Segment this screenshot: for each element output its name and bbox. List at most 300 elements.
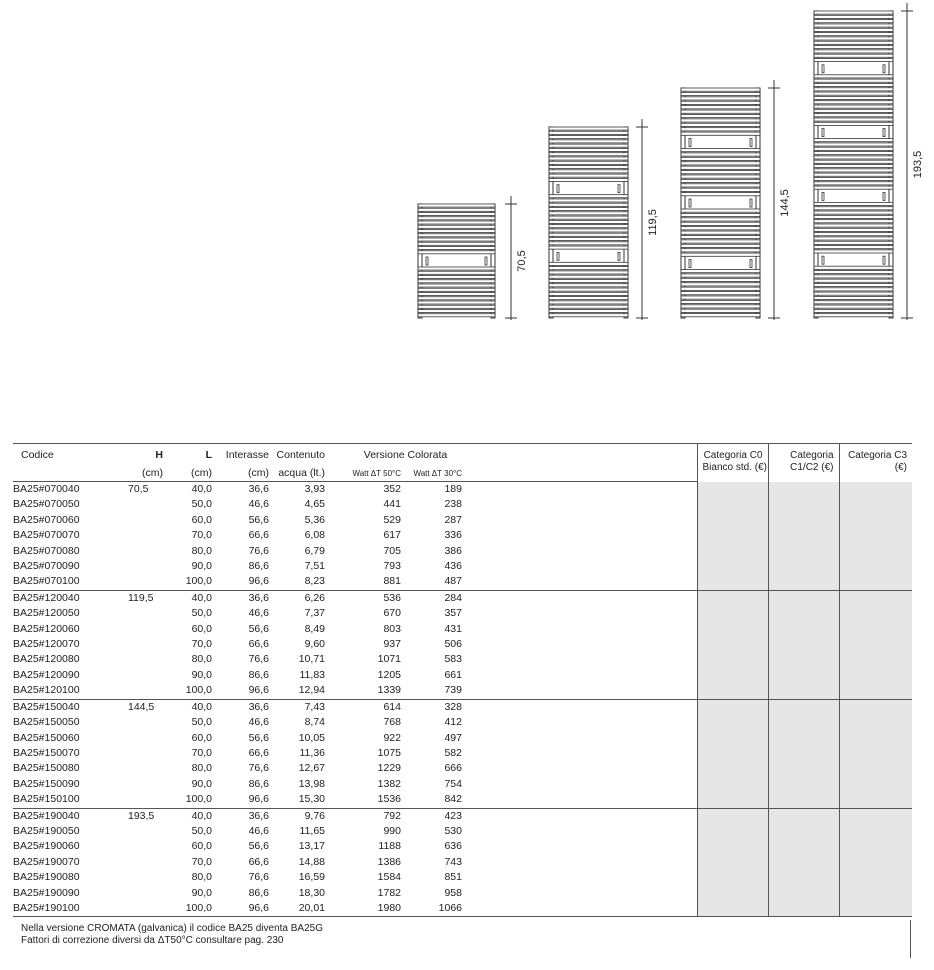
radiator-tube xyxy=(814,220,893,223)
cell-codice: BA25#150060 xyxy=(13,731,80,744)
cell-codice: BA25#070070 xyxy=(13,529,80,542)
table-row xyxy=(13,544,912,559)
cell-cat-c3 xyxy=(839,824,912,839)
radiator-tube xyxy=(814,79,893,82)
radiator-tube xyxy=(681,97,760,100)
cell-codice: BA25#070060 xyxy=(13,513,80,526)
radiator-support xyxy=(689,260,691,268)
cell-watt50: 1584 xyxy=(377,871,401,884)
radiator-tube xyxy=(814,305,893,308)
radiator-tube xyxy=(814,147,893,150)
table-row xyxy=(13,668,912,683)
cell-cat-c3 xyxy=(839,808,912,824)
radiator-tube xyxy=(418,238,495,241)
radiator-tube xyxy=(814,118,893,121)
radiator-tube xyxy=(418,234,495,237)
spec-table-wrapper xyxy=(13,443,912,917)
radiator-tube xyxy=(814,173,893,176)
header-cat-c1c2-line1: Categoria xyxy=(790,450,834,461)
cell-watt30: 284 xyxy=(444,591,462,604)
radiator-tube xyxy=(681,106,760,109)
radiator-support xyxy=(426,257,428,265)
radiator-support xyxy=(750,199,752,207)
radiator-support xyxy=(485,257,487,265)
radiator-tube xyxy=(681,287,760,290)
radiator-tube xyxy=(814,152,893,155)
table-row xyxy=(13,808,912,824)
cell-contenuto: 15,30 xyxy=(269,792,325,808)
header-cat-c0 xyxy=(697,444,768,482)
radiator-tube xyxy=(681,101,760,104)
cell-contenuto: 20,01 xyxy=(269,901,325,917)
radiator-tube xyxy=(814,83,893,86)
cell-watt50: 768 xyxy=(383,716,401,729)
radiator-tube xyxy=(549,127,628,130)
header-l: L xyxy=(163,444,212,464)
radiator-tube xyxy=(814,177,893,180)
cell-cat-c3 xyxy=(839,622,912,637)
table-row xyxy=(13,683,912,699)
cell-watt50: 1782 xyxy=(377,886,401,899)
cell-interasse: 56,6 xyxy=(248,513,269,526)
header-spacer xyxy=(462,444,697,464)
cell-spacer xyxy=(462,513,697,528)
table-row xyxy=(13,870,912,885)
cell-cat-c0 xyxy=(697,699,768,715)
radiator-tube xyxy=(549,131,628,134)
radiator-support xyxy=(883,65,885,73)
cell-spacer xyxy=(462,746,697,761)
cell-codice: BA25#190090 xyxy=(13,886,80,899)
radiator-drawings xyxy=(0,0,934,330)
table-row xyxy=(13,652,912,667)
radiator-tube xyxy=(814,105,893,108)
cell-cat-c3 xyxy=(839,901,912,917)
cell-l: 100,0 xyxy=(163,901,212,917)
cell-cat-c0 xyxy=(697,808,768,824)
radiator-tube xyxy=(549,237,628,240)
cell-contenuto: 11,83 xyxy=(299,668,325,681)
radiator-tube xyxy=(681,114,760,117)
cell-cat-c0 xyxy=(697,637,768,652)
cell-contenuto: 3,93 xyxy=(304,483,325,495)
footnote-correzione: Fattori di correzione diversi da ΔT50°C consultare pag. 230 xyxy=(21,935,284,946)
radiator-tube xyxy=(814,122,893,125)
radiator-tube xyxy=(549,262,628,265)
radiator-tube xyxy=(814,288,893,291)
dimension-label: 193,5 xyxy=(912,150,924,179)
cell-l: 40,0 xyxy=(191,700,212,713)
cell-l: 50,0 xyxy=(191,716,212,729)
header-interasse: Interasse xyxy=(212,444,269,464)
radiator-tube xyxy=(418,271,495,274)
cell-codice: BA25#190050 xyxy=(13,824,80,837)
radiator-tube xyxy=(814,266,893,269)
cell-contenuto: 8,23 xyxy=(269,574,325,590)
header-codice: Codice xyxy=(13,444,128,464)
radiator-tube xyxy=(814,271,893,274)
cell-interasse: 36,6 xyxy=(248,483,269,495)
footnote-cromata: Nella versione CROMATA (galvanica) il codice BA25 diventa BA25G xyxy=(21,923,323,934)
cell-cat-c0 xyxy=(697,792,768,808)
cell-l: 80,0 xyxy=(191,762,212,775)
radiator-tube xyxy=(814,37,893,40)
cell-cat-c3 xyxy=(839,715,912,730)
cell-codice: BA25#190080 xyxy=(13,871,80,884)
cell-watt50: 1536 xyxy=(325,792,401,808)
cell-watt30: 287 xyxy=(444,513,462,526)
cell-cat-c1c2 xyxy=(768,777,839,792)
radiator-tube xyxy=(418,305,495,308)
cell-cat-c3 xyxy=(839,652,912,667)
cell-h xyxy=(128,652,163,667)
radiator-tube xyxy=(814,20,893,23)
radiator-tube xyxy=(549,305,628,308)
cell-h xyxy=(128,622,163,637)
cell-cat-c3 xyxy=(839,761,912,776)
radiator-tube xyxy=(681,209,760,212)
cell-cat-c0 xyxy=(697,886,768,901)
radiator-tube xyxy=(549,161,628,164)
cell-l: 100,0 xyxy=(163,792,212,808)
radiator-tube xyxy=(814,228,893,231)
radiator-tube xyxy=(814,50,893,53)
cell-h xyxy=(128,668,163,683)
cell-codice: BA25#150100 xyxy=(13,792,128,808)
cell-contenuto: 16,59 xyxy=(298,871,325,884)
cell-h xyxy=(128,761,163,776)
cell-codice: BA25#150080 xyxy=(13,762,80,775)
table-row xyxy=(13,901,912,917)
header-contenuto-unit: acqua (lt.) xyxy=(269,464,325,482)
radiator-tube xyxy=(681,184,760,187)
cell-cat-c3 xyxy=(839,497,912,512)
table-row xyxy=(13,528,912,543)
radiator-tube xyxy=(549,284,628,287)
radiator-tube xyxy=(418,221,495,224)
cell-cat-c1c2 xyxy=(768,606,839,621)
cell-contenuto: 14,88 xyxy=(298,855,325,868)
table-row xyxy=(13,731,912,746)
cell-cat-c1c2 xyxy=(768,652,839,667)
cell-cat-c0 xyxy=(697,901,768,917)
cell-watt30: 386 xyxy=(444,544,462,557)
radiator-tube xyxy=(681,123,760,126)
table-row xyxy=(13,606,912,621)
table-row xyxy=(13,715,912,730)
cell-contenuto: 7,51 xyxy=(304,560,325,573)
cell-watt30: 497 xyxy=(444,731,462,744)
radiator-tube xyxy=(549,309,628,312)
cell-cat-c1c2 xyxy=(768,497,839,512)
cell-spacer xyxy=(462,559,697,574)
cell-contenuto: 10,05 xyxy=(298,731,325,744)
cell-watt30: 189 xyxy=(444,483,462,495)
cell-l: 50,0 xyxy=(191,824,212,837)
cell-contenuto: 18,30 xyxy=(298,886,325,899)
radiator-tube xyxy=(549,153,628,156)
cell-cat-c0 xyxy=(697,855,768,870)
radiator-tube xyxy=(549,301,628,304)
cell-l: 70,0 xyxy=(191,855,212,868)
radiator-support xyxy=(618,252,620,260)
cell-cat-c1c2 xyxy=(768,886,839,901)
cell-watt30: 754 xyxy=(444,777,462,790)
radiator-tube xyxy=(418,247,495,250)
radiator-tube xyxy=(681,227,760,230)
cell-h xyxy=(128,528,163,543)
cell-watt50: 922 xyxy=(383,731,401,744)
cell-cat-c0 xyxy=(697,574,768,590)
cell-watt30: 530 xyxy=(444,824,462,837)
cell-interasse: 96,6 xyxy=(212,683,269,699)
cell-watt30: 666 xyxy=(444,762,462,775)
radiator-tube xyxy=(418,293,495,296)
radiator-tube xyxy=(549,166,628,169)
cell-cat-c1c2 xyxy=(768,839,839,854)
cell-spacer xyxy=(462,699,697,715)
cell-cat-c0 xyxy=(697,839,768,854)
radiator-tube xyxy=(418,225,495,228)
dimension-label: 144,5 xyxy=(779,189,791,217)
header-h-unit: (cm) xyxy=(128,464,163,482)
radiator-tube xyxy=(681,296,760,299)
cell-watt50: 441 xyxy=(383,498,401,511)
cell-interasse: 56,6 xyxy=(248,731,269,744)
cell-cat-c0 xyxy=(697,482,768,498)
radiator-tube xyxy=(681,270,760,273)
header-codice-unit xyxy=(13,464,128,482)
radiator-tube xyxy=(418,284,495,287)
cell-cat-c0 xyxy=(697,606,768,621)
radiator-tube xyxy=(814,309,893,312)
cell-contenuto: 6,79 xyxy=(304,544,325,557)
cell-watt30: 636 xyxy=(444,840,462,853)
cell-cat-c0 xyxy=(697,559,768,574)
radiator-tube xyxy=(814,75,893,78)
radiator-tube xyxy=(681,128,760,131)
cell-h xyxy=(128,497,163,512)
cell-contenuto: 11,36 xyxy=(299,746,325,759)
cell-cat-c1c2 xyxy=(768,855,839,870)
radiator-support xyxy=(822,256,824,264)
radiator-tube xyxy=(549,220,628,223)
cell-l: 60,0 xyxy=(191,731,212,744)
cell-codice: BA25#190060 xyxy=(13,840,80,853)
cell-l: 60,0 xyxy=(191,622,212,635)
radiator-tube xyxy=(814,96,893,99)
cell-cat-c0 xyxy=(697,513,768,528)
cell-cat-c1c2 xyxy=(768,668,839,683)
header-watt30: Watt ΔT 30°C xyxy=(401,464,462,482)
cell-watt30: 583 xyxy=(444,653,462,666)
table-row xyxy=(13,637,912,652)
table-row xyxy=(13,513,912,528)
cell-spacer xyxy=(462,901,697,917)
header-versione-colorata: Versione Colorata xyxy=(325,444,462,464)
cell-l: 40,0 xyxy=(191,483,212,495)
cell-spacer xyxy=(462,855,697,870)
cell-cat-c1c2 xyxy=(768,544,839,559)
radiator-tube xyxy=(549,288,628,291)
cell-cat-c0 xyxy=(697,622,768,637)
radiator-tube xyxy=(814,301,893,304)
radiator-tube xyxy=(681,162,760,165)
table-row xyxy=(13,777,912,792)
cell-cat-c3 xyxy=(839,855,912,870)
cell-l: 90,0 xyxy=(191,560,212,573)
radiator-tube xyxy=(549,174,628,177)
cell-watt30: 851 xyxy=(444,871,462,884)
cell-h xyxy=(128,792,163,808)
table-row xyxy=(13,761,912,776)
radiator-tube xyxy=(418,310,495,313)
cell-cat-c3 xyxy=(839,731,912,746)
cell-watt30: 582 xyxy=(444,746,462,759)
cell-h xyxy=(128,715,163,730)
cell-cat-c3 xyxy=(839,870,912,885)
cell-l: 90,0 xyxy=(191,777,212,790)
cell-cat-c0 xyxy=(697,683,768,699)
cell-cat-c3 xyxy=(839,574,912,590)
radiator-tube xyxy=(549,246,628,249)
cell-l: 90,0 xyxy=(191,886,212,899)
radiator-tube xyxy=(681,119,760,122)
radiator-tube xyxy=(814,292,893,295)
cell-spacer xyxy=(462,544,697,559)
cell-codice: BA25#120060 xyxy=(13,622,80,635)
radiator-support xyxy=(822,65,824,73)
radiator-tube xyxy=(814,46,893,49)
cell-watt50: 617 xyxy=(383,529,401,542)
radiator-tube xyxy=(681,171,760,174)
cell-watt50: 536 xyxy=(383,591,401,604)
cell-watt50: 1229 xyxy=(377,762,401,775)
radiator-tube xyxy=(814,314,893,317)
radiator-tube xyxy=(418,204,495,207)
radiator-tube xyxy=(814,33,893,36)
cell-codice: BA25#190070 xyxy=(13,855,80,868)
cell-watt50: 705 xyxy=(383,544,401,557)
cell-interasse: 86,6 xyxy=(248,560,269,573)
radiator-tube xyxy=(814,169,893,172)
radiator-tube xyxy=(418,208,495,211)
cell-contenuto: 6,26 xyxy=(304,591,325,604)
radiator-tube xyxy=(418,230,495,233)
cell-l: 40,0 xyxy=(191,809,212,822)
radiator-tube xyxy=(418,288,495,291)
cell-spacer xyxy=(462,839,697,854)
cell-watt50: 352 xyxy=(383,483,401,495)
cell-cat-c1c2 xyxy=(768,482,839,498)
cell-spacer xyxy=(462,652,697,667)
cell-h xyxy=(128,544,163,559)
radiator-tube xyxy=(418,301,495,304)
cell-watt30: 357 xyxy=(444,607,462,620)
cell-watt50: 670 xyxy=(383,607,401,620)
cell-h xyxy=(128,824,163,839)
radiator-tube xyxy=(681,253,760,256)
table-row xyxy=(13,855,912,870)
cell-cat-c0 xyxy=(697,777,768,792)
radiator-tube xyxy=(681,244,760,247)
radiator-tube xyxy=(814,11,893,14)
cell-interasse: 46,6 xyxy=(248,607,269,620)
radiator-tube xyxy=(814,143,893,146)
cell-watt30: 328 xyxy=(444,700,462,713)
radiator-tube xyxy=(814,275,893,278)
radiator-tube xyxy=(814,296,893,299)
cell-watt50: 1339 xyxy=(325,683,401,699)
cell-watt50: 1980 xyxy=(325,901,401,917)
cell-interasse: 86,6 xyxy=(248,777,269,790)
radiator-tube xyxy=(549,242,628,245)
cell-interasse: 76,6 xyxy=(248,871,269,884)
radiator-tube xyxy=(814,241,893,244)
radiator-tube xyxy=(814,283,893,286)
radiator-tube xyxy=(418,280,495,283)
cell-contenuto: 7,43 xyxy=(304,700,325,713)
cell-h xyxy=(128,870,163,885)
radiator-tube xyxy=(549,178,628,181)
cell-codice: BA25#150050 xyxy=(13,716,80,729)
radiator-tube xyxy=(549,170,628,173)
cell-l: 60,0 xyxy=(191,840,212,853)
spec-table xyxy=(13,443,912,917)
cell-h: 119,5 xyxy=(128,591,154,604)
cell-h xyxy=(128,513,163,528)
radiator-tube xyxy=(681,305,760,308)
cell-h xyxy=(128,855,163,870)
radiator-tube xyxy=(814,92,893,95)
table-row xyxy=(13,839,912,854)
cell-watt30: 739 xyxy=(401,683,462,699)
table-row xyxy=(13,482,912,498)
cell-h xyxy=(128,886,163,901)
radiator-support xyxy=(750,139,752,147)
dimension-label: 119,5 xyxy=(647,209,659,236)
cell-cat-c3 xyxy=(839,528,912,543)
radiator-tube xyxy=(681,222,760,225)
radiator-support xyxy=(557,185,559,193)
table-row xyxy=(13,746,912,761)
cell-cat-c0 xyxy=(697,668,768,683)
cell-h xyxy=(128,637,163,652)
cell-cat-c1c2 xyxy=(768,731,839,746)
cell-codice: BA25#070050 xyxy=(13,498,80,511)
cell-cat-c3 xyxy=(839,544,912,559)
spec-table-body xyxy=(13,482,912,917)
cell-watt30: 958 xyxy=(444,886,462,899)
cell-codice: BA25#070080 xyxy=(13,544,80,557)
cell-watt50: 881 xyxy=(325,574,401,590)
cell-interasse: 76,6 xyxy=(248,544,269,557)
cell-interasse: 36,6 xyxy=(248,809,269,822)
cell-l: 80,0 xyxy=(191,871,212,884)
radiator-tube xyxy=(681,240,760,243)
cell-cat-c1c2 xyxy=(768,699,839,715)
cell-l: 50,0 xyxy=(191,498,212,511)
cell-spacer xyxy=(462,482,697,498)
cell-spacer xyxy=(462,528,697,543)
cell-watt30: 743 xyxy=(444,855,462,868)
cell-watt50: 614 xyxy=(383,700,401,713)
cell-interasse: 66,6 xyxy=(248,638,269,651)
radiator-tube xyxy=(681,249,760,252)
cell-cat-c1c2 xyxy=(768,870,839,885)
cell-cat-c0 xyxy=(697,824,768,839)
cell-cat-c3 xyxy=(839,637,912,652)
